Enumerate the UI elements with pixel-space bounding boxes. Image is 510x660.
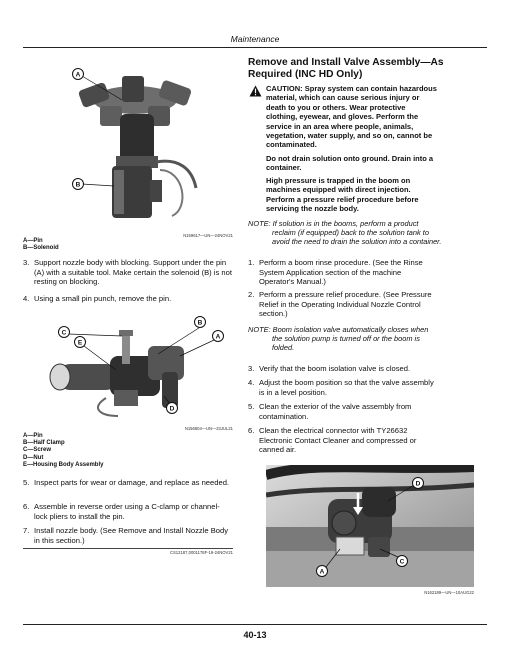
right-steps-b <box>248 364 490 456</box>
svg-text:E: E <box>77 339 83 347</box>
step-item: 6. Assemble in reverse order using a C-clamp or channel-lock pliers to install the pin. <box>23 502 233 522</box>
figure-valve-clamp-assembly <box>30 312 230 424</box>
right-steps-a <box>248 258 490 322</box>
running-header: Maintenance <box>230 34 280 44</box>
step-item: 6. Clean the electrical connector with TY26632 Electronic Contact Cleaner and compressed or canned air. <box>248 426 490 456</box>
figure3-code: N162189—UN—10AUG22 <box>424 590 474 595</box>
pressure-warning: High pressure is trapped in the boom on machines equipped with direct injection. Perform a pressure relief procedure before servicing the nozzle body. <box>266 176 419 214</box>
legend-item: D—Nut <box>23 454 44 461</box>
figure-nozzle-pin-solenoid <box>60 58 210 230</box>
callout-c <box>59 327 70 338</box>
step-text: Perform a pressure relief procedure. (See Pressure Relief in the Operating Individual Nozzle Control section.) <box>259 290 432 318</box>
step-text: Perform a boom rinse procedure. (See the Rinse System Application section of the machine Operator's Manual.) <box>259 258 423 286</box>
figure-valve-assembly-photo <box>266 465 474 587</box>
step-text: Clean the exterior of the valve assembly from contamination. <box>259 402 412 421</box>
callout-e <box>75 337 86 348</box>
callout-b <box>195 317 206 328</box>
step-text: Verify that the boom isolation valve is closed. <box>259 364 411 373</box>
legend-item: A—Pin <box>23 433 43 439</box>
figure2-legend <box>23 433 173 469</box>
legend-item: A—Pin <box>23 238 43 244</box>
svg-text:D: D <box>415 480 421 488</box>
step-text: Adjust the boom position so that the valve assembly is in a level position. <box>259 378 434 397</box>
legend-item: E—Housing Body Assembly <box>23 461 104 468</box>
step-item: 3. Verify that the boom isolation valve is closed. <box>248 364 490 374</box>
step-text: Inspect parts for wear or damage, and replace as needed. <box>34 478 230 487</box>
step-item: 7. Install nozzle body. (See Remove and Install Nozzle Body in this section.) <box>23 526 233 546</box>
figure2-code: N156604—UN—23JUL21 <box>184 426 233 431</box>
step-item: 1. Perform a boom rinse procedure. (See the Rinse System Application section of the machine Operator's Manual.) <box>248 258 490 288</box>
svg-text:C: C <box>61 329 67 337</box>
step-item: 2. Perform a pressure relief procedure. (See Pressure Relief in the Operating Individual Nozzle Control section.) <box>248 290 490 320</box>
section-title: Remove and Install Valve Assembly—As Required (INC HD Only) <box>248 57 444 80</box>
svg-text:A: A <box>75 71 81 79</box>
step-item: 4. Adjust the boom position so that the valve assembly is in a level position. <box>248 378 490 398</box>
legend-item: C—Screw <box>23 447 52 454</box>
callout-a <box>73 69 84 80</box>
left-steps-a <box>23 258 233 310</box>
legend-item: B—Solenoid <box>23 245 59 252</box>
drain-warning: Do not drain solution onto ground. Drain into a container. <box>266 154 434 173</box>
step-text: Support nozzle body with blocking. Support under the pin (A) with a suitable tool. Make certain the solenoid (B) is not resting on blocking. <box>34 258 232 286</box>
callout-a <box>213 331 224 342</box>
callout-a <box>317 566 328 577</box>
step-item: 3. Support nozzle body with blocking. Support under the pin (A) with a suitable tool. Make certain the solenoid (B) is not resting on blocking. <box>23 258 232 286</box>
svg-text:B: B <box>197 319 203 327</box>
step-text: Assemble in reverse order using a C-clamp or channel-lock pliers to install the pin. <box>34 502 220 521</box>
callout-d <box>167 403 178 414</box>
legend-item: B—Half Clamp <box>23 440 65 447</box>
step-text: Install nozzle body. (See Remove and Install Nozzle Body in this section.) <box>34 526 229 545</box>
footer-rule <box>23 624 487 625</box>
svg-text:B: B <box>75 181 81 189</box>
header-rule <box>23 47 487 48</box>
svg-text:A: A <box>215 333 221 341</box>
svg-text:C: C <box>399 558 405 566</box>
document-code: CS12187,0001176F-19-24NOV21 <box>169 550 233 555</box>
step-text: Clean the electrical connector with TY26632 Electronic Contact Cleaner and compressed or canned air. <box>259 426 417 454</box>
callout-b <box>73 179 84 190</box>
step-item: 5. Clean the exterior of the valve assembly from contamination. <box>248 402 490 422</box>
callout-c <box>397 556 408 567</box>
svg-text:A: A <box>319 568 325 576</box>
step-item: 5. Inspect parts for wear or damage, and replace as needed. <box>23 478 233 498</box>
warning-triangle-icon <box>249 85 262 97</box>
note-product-reclaim: NOTE: If solution is in the booms, perform a product reclaim (if equipped) back to the solution tank to avoid the need to drain the solution into a container. <box>248 219 442 247</box>
caution-block: CAUTION: Spray system can contain hazardous material, which can cause serious injury or death to you or others. Wear protective clothing, eyewear, and gloves. Perform the service in an area where people, animals, vegetation, water supply, and so on, cannot be contaminated. <box>266 84 437 150</box>
note-isolation-valve: NOTE: Boom isolation valve automatically closes when the solution pump is turned off or the boom is folded. <box>248 325 429 353</box>
page-number: 40-13 <box>243 630 267 640</box>
figure1-code: N159617—UN—24NOV21 <box>183 233 233 238</box>
step-item: 4. Using a small pin punch, remove the pin. <box>23 294 233 306</box>
svg-text:D: D <box>169 405 175 413</box>
callout-d <box>413 478 424 489</box>
step-text: Using a small pin punch, remove the pin. <box>34 294 172 303</box>
section-end-rule <box>23 548 233 549</box>
figure1-legend <box>23 238 143 252</box>
left-steps-b <box>23 478 233 546</box>
